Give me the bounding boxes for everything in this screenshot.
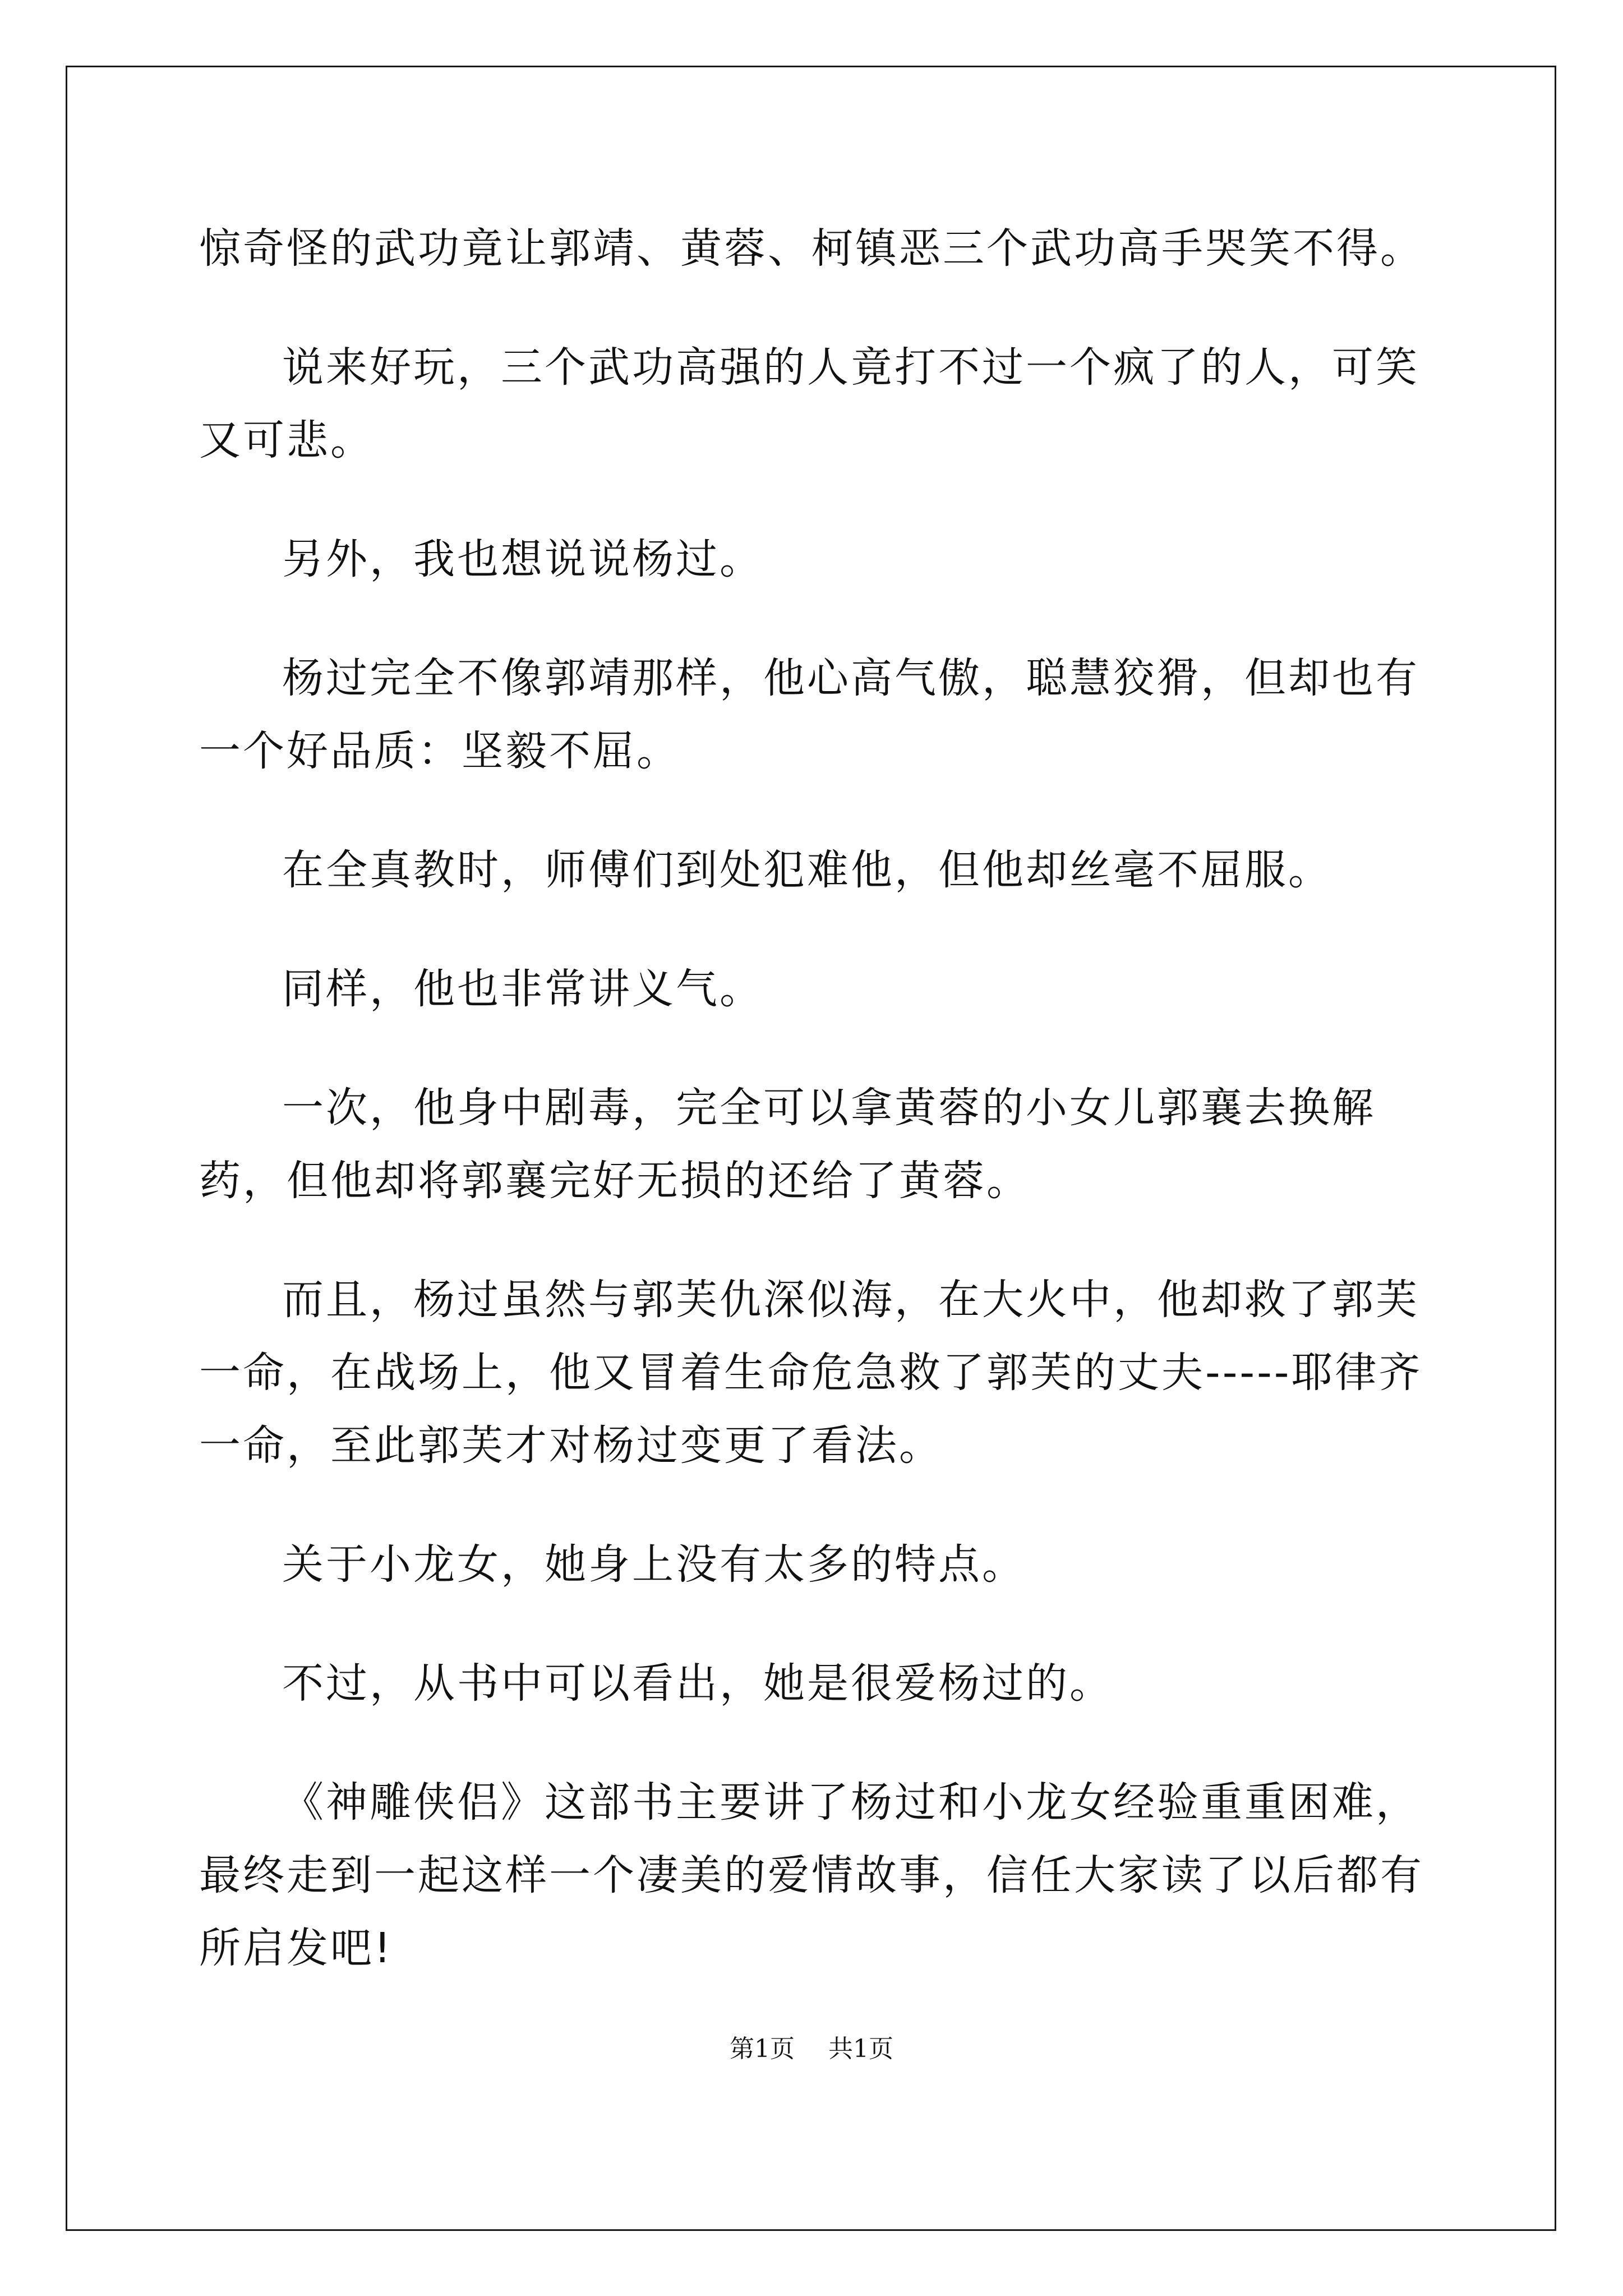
document-body: [199, 212, 1444, 2031]
paragraph: 《神雕侠侣》这部书主要讲了杨过和小龙女经验重重困难，最终走到一起这样一个凄美的爱情故事，信任大家读了以后都有所启发吧!: [199, 1778, 1424, 1972]
paragraph: 另外，我也想说说杨过。: [282, 535, 763, 583]
paragraph: 而且，杨过虽然与郭芙仇深似海，在大火中，他却救了郭芙一命，在战场上，他又冒着生命危急救了郭芙的丈夫-----耶律齐一命，至此郭芙才对杨过变更了看法。: [199, 1276, 1423, 1470]
paragraph: 不过，从书中可以看出，她是很爱杨过的。: [282, 1659, 1113, 1708]
page-footer: [0, 2033, 1623, 2065]
paragraph: 说来好玩，三个武功高强的人竟打不过一个疯了的人，可笑又可悲。: [199, 343, 1419, 464]
paragraph: 一次，他身中剧毒，完全可以拿黄蓉的小女儿郭襄去换解药，但他却将郭襄完好无损的还给了黄蓉。: [199, 1084, 1376, 1205]
paragraph: 同样，他也非常讲义气。: [282, 965, 763, 1013]
page-total: 共1页: [828, 2035, 893, 2063]
page-number: 第1页: [730, 2035, 795, 2063]
paragraph: 在全真教时，师傅们到处犯难他，但他却丝毫不屈服。: [282, 846, 1332, 894]
paragraph: 关于小龙女，她身上没有太多的特点。: [282, 1540, 1026, 1589]
paragraph: 惊奇怪的武功竟让郭靖、黄蓉、柯镇恶三个武功高手哭笑不得。: [199, 224, 1424, 273]
paragraph: 杨过完全不像郭靖那样，他心高气傲，聪慧狡猾，但却也有一个好品质：坚毅不屈。: [199, 654, 1419, 775]
